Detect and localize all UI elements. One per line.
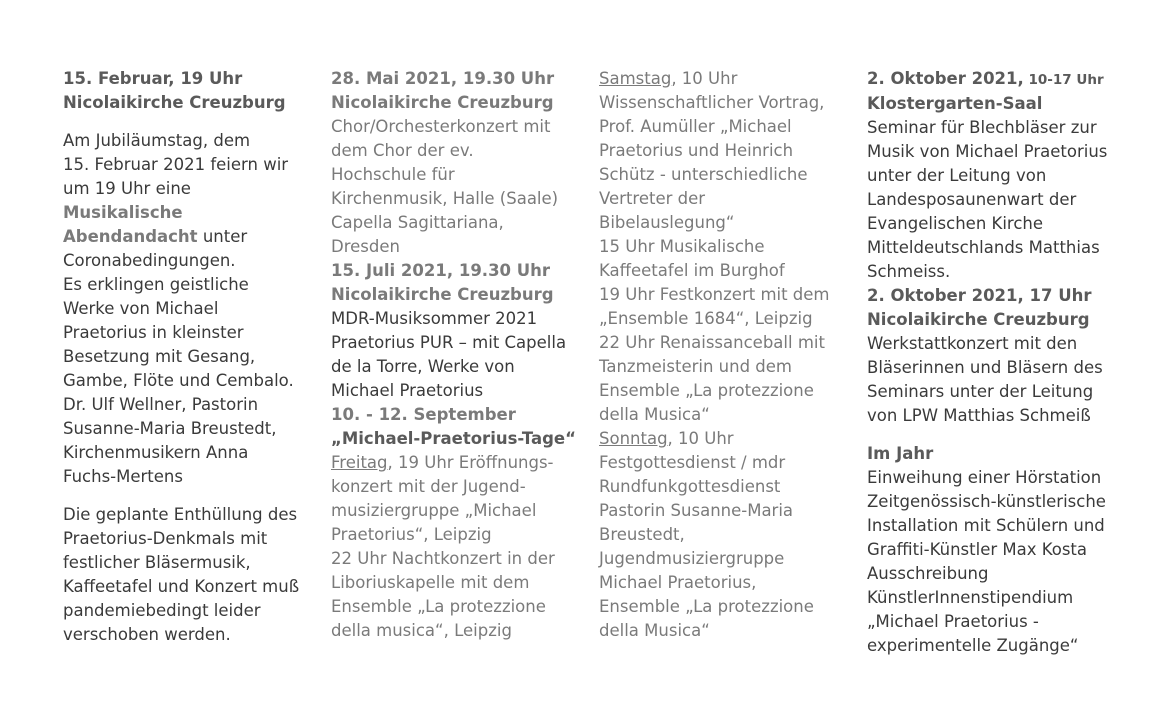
column-october-events (867, 67, 1117, 658)
event-venue: Klostergarten-Saal (867, 94, 1043, 113)
text-fragment: unter (197, 227, 248, 246)
text-line: 22 Uhr Renaissanceball mit (599, 333, 825, 352)
text-line: Es erklingen geistliche (63, 275, 249, 294)
event-title: „Michael-Praetorius-Tage“ (331, 429, 576, 448)
text-line: Dr. Ulf Wellner, Pastorin (63, 395, 259, 414)
text-line: Installation mit Schülern und (867, 516, 1105, 535)
event-description (63, 129, 313, 489)
text-line: Praetorius in kleinster (63, 323, 244, 342)
text-line: Landesposaunenwart der (867, 190, 1077, 209)
text-line: konzert mit der Jugend- (331, 477, 526, 496)
text-line: della Musica“ (599, 621, 710, 640)
text-line: Prof. Aumüller „Michael (599, 117, 792, 136)
postponement-note (63, 503, 313, 647)
text-line: Praetorius“, Leipzig (331, 525, 492, 544)
text-line: unter der Leitung von (867, 166, 1047, 185)
text-line: Ausschreibung (867, 564, 989, 583)
text-line: 19 Uhr Festkonzert mit dem (599, 285, 830, 304)
text-line: Ensemble „La protezzione (599, 597, 814, 616)
text-line: Wissenschaftlicher Vortrag, (599, 93, 825, 112)
text-line: de la Torre, Werke von (331, 357, 515, 376)
text-fragment: , 10 Uhr (671, 69, 738, 88)
text-line: Kaffeetafel und Konzert muß (63, 577, 300, 596)
text-line: Gambe, Flöte und Cembalo. (63, 371, 294, 390)
text-line: 22 Uhr Nachtkonzert in der (331, 549, 555, 568)
event-date: 2. Oktober 2021, 17 Uhr (867, 286, 1092, 305)
text-line: Ensemble „La protezzione (599, 381, 814, 400)
event-venue: Nicolaikirche Creuzburg (63, 93, 286, 112)
highlight-text: Musikalische (63, 203, 183, 222)
text-line: Liboriuskapelle mit dem (331, 573, 530, 592)
text-line: pandemiebedingt leider (63, 601, 261, 620)
text-line: Kirchenmusik, Halle (Saale) (331, 189, 559, 208)
text-line: Musik von Michael Praetorius (867, 142, 1108, 161)
text-line: „Michael Praetorius - (867, 612, 1039, 631)
text-line: musiziergruppe „Michael (331, 501, 537, 520)
text-line: Graffiti-Künstler Max Kosta (867, 540, 1088, 559)
text-line: Chor/Orchesterkonzert mit (331, 117, 551, 136)
text-line: Zeitgenössisch-künstlerische (867, 492, 1106, 511)
text-line: Seminar für Blechbläser zur (867, 118, 1097, 137)
event-venue: Nicolaikirche Creuzburg (331, 285, 554, 304)
highlight-text: Abendandacht (63, 227, 198, 246)
text-line: Susanne-Maria Breustedt, (63, 419, 277, 438)
event-time: 10-17 Uhr (1023, 72, 1104, 88)
text-line (63, 225, 313, 249)
text-line: Dresden (331, 237, 400, 256)
text-line: Besetzung mit Gesang, (63, 347, 256, 366)
text-line: Werkstattkonzert mit den (867, 334, 1078, 353)
day-label-friday: Freitag (331, 453, 388, 472)
section-heading: Im Jahr (867, 444, 934, 463)
text-line: Vertreter der (599, 189, 706, 208)
text-line: um 19 Uhr eine (63, 179, 191, 198)
column-february-event (63, 67, 313, 647)
text-line: Schmeiss. (867, 262, 951, 281)
text-line: Am Jubiläumstag, dem (63, 131, 251, 150)
text-line: Tanzmeisterin und dem (599, 357, 793, 376)
text-line: von LPW Matthias Schmeiß (867, 406, 1091, 425)
text-line: Die geplante Enthüllung des (63, 505, 298, 524)
text-line: Praetorius und Heinrich (599, 141, 794, 160)
event-venue: Nicolaikirche Creuzburg (867, 310, 1090, 329)
text-fragment: , 19 Uhr Eröffnungs- (387, 453, 554, 472)
text-line: KünstlerInnenstipendium (867, 588, 1074, 607)
event-date: 15. Juli 2021, 19.30 Uhr (331, 261, 551, 280)
event-date-main: 2. Oktober 2021, (867, 69, 1024, 88)
text-line: Coronabedingungen. (63, 251, 236, 270)
text-line: Kaffeetafel im Burghof (599, 261, 785, 280)
text-line: Breustedt, (599, 525, 685, 544)
text-line (331, 451, 576, 475)
text-line: Praetorius-Denkmals mit (63, 529, 268, 548)
event-date: 10. - 12. September (331, 405, 516, 424)
text-line: Rundfunkgottesdienst (599, 477, 781, 496)
text-line: Michael Praetorius, (599, 573, 757, 592)
text-line: Bläserinnen und Bläsern des (867, 358, 1103, 377)
text-line: „Ensemble 1684“, Leipzig (599, 309, 813, 328)
day-label-sunday: Sonntag (599, 429, 668, 448)
text-line: Praetorius PUR – mit Capella (331, 333, 567, 352)
text-line (599, 67, 839, 91)
text-line: experimentelle Zugänge“ (867, 636, 1079, 655)
text-line: Michael Praetorius (331, 381, 484, 400)
text-line: 15. Februar 2021 feiern wir (63, 155, 289, 174)
event-date: 28. Mai 2021, 19.30 Uhr (331, 69, 555, 88)
event-date (867, 67, 1117, 92)
text-line: Capella Sagittariana, (331, 213, 504, 232)
column-may-september-events (331, 67, 576, 643)
column-weekend-events (599, 67, 839, 643)
text-line: Mitteldeutschlands Matthias (867, 238, 1100, 257)
event-date: 15. Februar, 19 Uhr (63, 69, 243, 88)
text-line: MDR-Musiksommer 2021 (331, 309, 538, 328)
event-venue: Nicolaikirche Creuzburg (331, 93, 554, 112)
text-line: Fuchs-Mertens (63, 467, 183, 486)
text-line: Bibelauslegung“ (599, 213, 735, 232)
text-line: Festgottesdienst / mdr (599, 453, 786, 472)
text-line: Pastorin Susanne-Maria (599, 501, 794, 520)
text-line: Ensemble „La protezzione (331, 597, 546, 616)
text-line: della musica“, Leipzig (331, 621, 512, 640)
text-line: Jugendmusiziergruppe (599, 549, 785, 568)
text-line: Evangelischen Kirche (867, 214, 1044, 233)
text-line: verschoben werden. (63, 625, 231, 644)
text-line: 15 Uhr Musikalische (599, 237, 765, 256)
text-line: festlicher Bläsermusik, (63, 553, 251, 572)
text-line: dem Chor der ev. (331, 141, 474, 160)
text-line: della Musica“ (599, 405, 710, 424)
text-fragment: , 10 Uhr (667, 429, 734, 448)
text-line: Kirchenmusikern Anna (63, 443, 249, 462)
text-line: Schütz - unterschiedliche (599, 165, 808, 184)
text-line: Einweihung einer Hörstation (867, 468, 1102, 487)
text-line: Hochschule für (331, 165, 455, 184)
text-line: Werke von Michael (63, 299, 219, 318)
text-line (599, 427, 839, 451)
day-label-saturday: Samstag (599, 69, 672, 88)
text-line: Seminars unter der Leitung (867, 382, 1094, 401)
